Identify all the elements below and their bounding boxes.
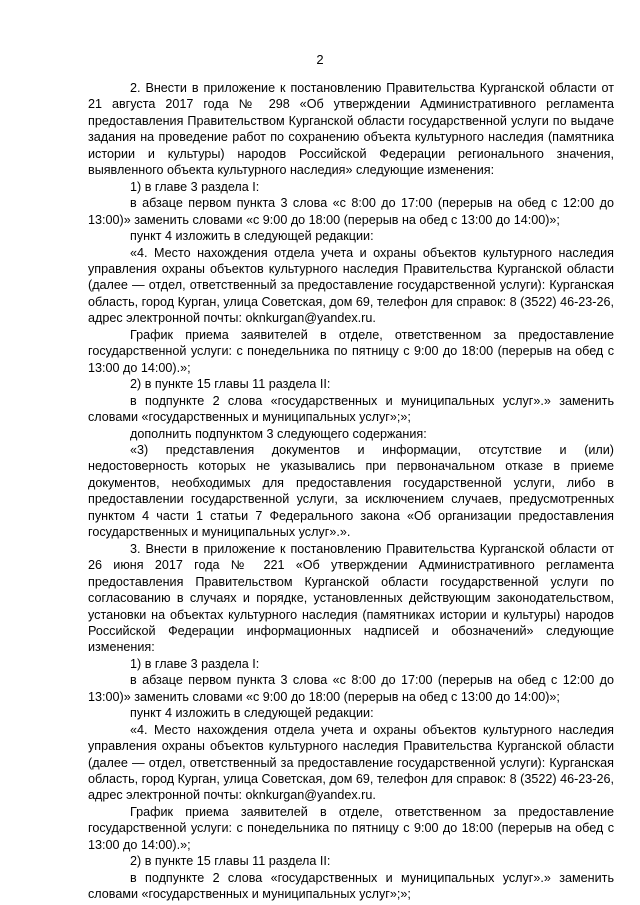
paragraph-item-4-intro: пункт 4 изложить в следующей редакции:	[130, 706, 374, 721]
paragraph-office-location: «4. Место нахождения отдела учета и охраны объектов культурного наследия управления охраны объектов культурного наследия Правительства Курганской области (далее — отдел, ответственный за предоставление государственной услуги): Курганская область, город Курган, улица Советская, дом 69, телефон для справок: 8 (3522) 46-23-26, адрес электронной почты: oknkurgan@yandex.ru.	[88, 245, 614, 326]
paragraph-add-subitem-3: дополнить подпунктом 3 следующего содержания:	[130, 426, 427, 441]
paragraph-item-2: 2) в пункте 15 главы 11 раздела II:	[130, 854, 331, 869]
paragraph-reception-schedule: График приема заявителей в отделе, ответственном за предоставление государственной услуги: с понедельника по пятницу с 9:00 до 18:00 (перерыв на обед с 13:00 до 14:00).»;	[88, 804, 614, 852]
page-number: 2	[316, 52, 324, 67]
paragraph-subitem-2-change: в подпункте 2 слова «государственных и муниципальных услуг».» заменить словами «государственных и муниципальных услуг»;»;	[88, 870, 614, 902]
paragraph-item-2: 2) в пункте 15 главы 11 раздела II:	[130, 377, 331, 392]
paragraph-subitem-3-text: «3) представления документов и информации, отсутствие и (или) недостоверность которых не указывались при первоначальном отказе в приеме документов, необходимых для предоставления государственной услуги, либо в предоставлении государственной услуги, за исключением случаев, предусмотренных пунктом 4 части 1 статьи 7 Федерального закона «Об организации предоставления государственных и муниципальных услуг».».	[88, 442, 614, 540]
paragraph-subitem-2-change: в подпункте 2 слова «государственных и муниципальных услуг».» заменить словами «государственных и муниципальных услуг»;»;	[88, 393, 614, 425]
paragraph-section-3-intro: 3. Внести в приложение к постановлению Правительства Курганской области от 26 июня 2017 года № 221 «Об утверждении Административного регламента предоставления Правительством Курганской области государственной услуги по согласованию в случаях и порядке, установленных действующим законодательством, установки на объектах культурного наследия (памятниках истории и культуры) народов Российской Федерации информационных надписей и обозначений» следующие изменения:	[88, 541, 614, 655]
paragraph-reception-schedule: График приема заявителей в отделе, ответственном за предоставление государственной услуги: с понедельника по пятницу с 9:00 до 18:00 (перерыв на обед с 13:00 до 14:00).»;	[88, 327, 614, 375]
paragraph-section-2-intro: 2. Внести в приложение к постановлению Правительства Курганской области от 21 августа 2017 года № 298 «Об утверждении Административного регламента предоставления Правительством Курганской области государственной услуги по выдаче задания на проведение работ по сохранению объекта культурного наследия (памятника истории и культуры) народов Российской Федерации регионального значения, выявленного объекта культурного наследия» следующие изменения:	[88, 81, 614, 178]
paragraph-item-1: 1) в главе 3 раздела I:	[130, 656, 260, 671]
paragraph-hours-change: в абзаце первом пункта 3 слова «с 8:00 до 17:00 (перерыв на обед с 12:00 до 13:00)» заменить словами «с 9:00 до 18:00 (перерыв на обед с 13:00 до 14:00)»;	[88, 196, 614, 227]
paragraph-office-location: «4. Место нахождения отдела учета и охраны объектов культурного наследия управления охраны объектов культурного наследия Правительства Курганской области (далее — отдел, ответственный за предоставление государственной услуги): Курганская область, город Курган, улица Советская, дом 69, телефон для справок: 8 (3522) 46-23-26, адрес электронной почты: oknkurgan@yandex.ru.	[88, 722, 614, 803]
paragraph-item-4-intro: пункт 4 изложить в следующей редакции:	[130, 229, 374, 244]
document-body	[88, 80, 614, 903]
paragraph-hours-change: в абзаце первом пункта 3 слова «с 8:00 до 17:00 (перерыв на обед с 12:00 до 13:00)» заменить словами «с 9:00 до 18:00 (перерыв на обед с 13:00 до 14:00)»;	[88, 673, 614, 704]
paragraph-item-1: 1) в главе 3 раздела I:	[130, 179, 260, 194]
